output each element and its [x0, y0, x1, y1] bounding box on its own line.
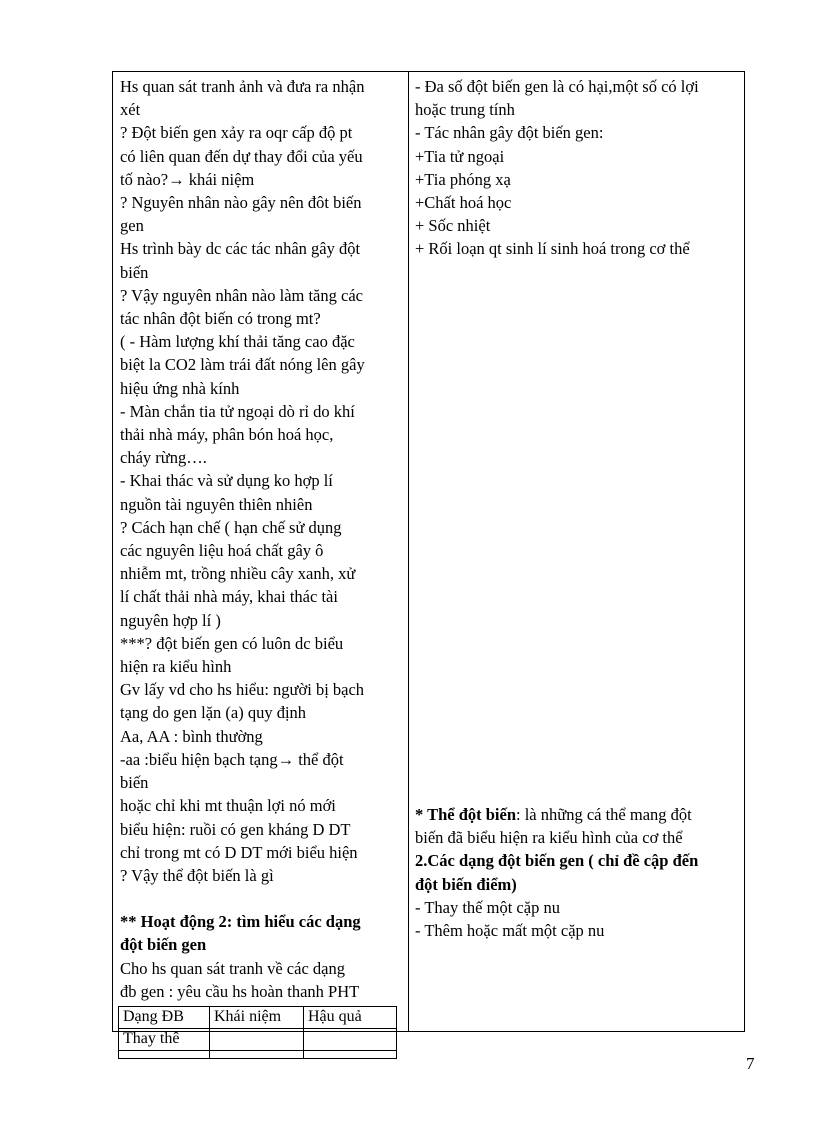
right-line: - Tác nhân gây đột biến gen:	[415, 123, 604, 143]
left-line: - Khai thác và sử dụng ko hợp lí	[120, 471, 333, 491]
page-number: 7	[746, 1054, 755, 1073]
right-line: + Sốc nhiệt	[415, 216, 491, 236]
pht-header-cell: Dạng ĐB	[119, 1006, 210, 1028]
left-line: tác nhân đột biến có trong mt?	[120, 309, 321, 329]
right-line: +Tia phóng xạ	[415, 169, 511, 189]
left-line: biến	[120, 773, 149, 793]
pht-cell	[210, 1050, 304, 1058]
left-line: - Màn chắn tia tử ngoại dò rỉ do khí	[120, 401, 355, 421]
lesson-table	[112, 71, 745, 1048]
pht-cell	[304, 1050, 397, 1058]
right-line: - Đa số đột biến gen là có hại,một số có lợi	[415, 77, 699, 96]
activity-line: Cho hs quan sát tranh về các dạng	[120, 958, 345, 978]
left-line: ? Nguyên nhân nào gây nên đôt biến	[120, 193, 362, 213]
left-line: Aa, AA : bình thường	[120, 726, 263, 746]
activity-heading-line: ** Hoạt động 2: tìm hiểu các dạng	[120, 912, 361, 932]
right-bottom-section	[415, 803, 740, 942]
left-line: có liên quan đến dự thay đổi của yếu	[120, 146, 363, 166]
left-line: lí chất thải nhà máy, khai thác tài	[120, 587, 338, 607]
left-line: biệt la CO2 làm trái đất nóng lên gây	[120, 355, 365, 375]
left-line: nguyên hợp lí )	[120, 610, 221, 630]
left-line: nguồn tài nguyên thiên nhiên	[120, 494, 313, 514]
left-line: Hs quan sát tranh ảnh và đưa ra nhận	[120, 77, 365, 96]
right-line: hoặc trung tính	[415, 100, 515, 120]
left-line: ? Đột biến gen xảy ra oqr cấp độ pt	[120, 123, 353, 143]
pht-cell	[119, 1050, 210, 1058]
left-line: gen	[120, 216, 144, 236]
mutation-type: - Thay thế một cặp nu	[415, 897, 560, 917]
pht-header-row	[119, 1006, 397, 1028]
right-lines	[415, 75, 740, 261]
definition-text: : là những cá thể mang đột	[516, 805, 692, 824]
spacer	[120, 887, 402, 910]
left-line: Hs trình bày dc các tác nhân gây đột	[120, 239, 361, 259]
left-line: tạng do gen lặn (a) quy định	[120, 703, 307, 723]
left-line: chỉ trong mt có D DT mới biểu hiện	[120, 842, 358, 862]
left-line: xét	[120, 100, 141, 120]
left-line: ***? đột biến gen có luôn dc biểu	[120, 633, 344, 653]
left-line: hiệu ứng nhà kính	[120, 378, 240, 398]
definition-line-2: biến đã biểu hiện ra kiểu hình của cơ thể	[415, 828, 683, 848]
pht-header-cell: Hậu quả	[304, 1006, 397, 1028]
left-line: thải nhà máy, phân bón hoá học,	[120, 425, 334, 445]
section-heading-line: đột biến điểm)	[415, 874, 517, 894]
pht-row	[119, 1028, 397, 1050]
definition-term: * Thể đột biến	[415, 805, 517, 824]
content-column	[409, 72, 744, 1031]
activity-line: đb gen : yêu cầu hs hoàn thanh PHT	[120, 981, 360, 1001]
pht-header-cell: Khái niệm	[210, 1006, 304, 1028]
right-line: +Chất hoá học	[415, 193, 512, 213]
left-line: ? Vậy thể đột biến là gì	[120, 865, 274, 885]
pht-cell: Thay thê	[119, 1028, 210, 1050]
left-line: hoặc chỉ khi mt thuận lợi nó mới	[120, 796, 336, 816]
left-line: ? Cách hạn chế ( hạn chế sử dụng	[120, 517, 342, 537]
left-lines	[120, 75, 402, 887]
mutation-type: - Thêm hoặc mất một cặp nu	[415, 921, 605, 941]
left-line: các nguyên liệu hoá chất gây ô	[120, 541, 324, 561]
section-heading-line: 2.Các dạng đột biến gen ( chỉ đề cập đến	[415, 851, 699, 871]
left-line: ? Vậy nguyên nhân nào làm tăng các	[120, 285, 363, 305]
activity-heading-line: đột biến gen	[120, 935, 207, 955]
left-line: -aa :biểu hiện bạch tạng→ thể đột	[120, 749, 344, 769]
pht-cell	[210, 1028, 304, 1050]
left-line: biến	[120, 262, 149, 282]
left-line: hiện ra kiểu hình	[120, 657, 232, 677]
right-line: +Tia tử ngoại	[415, 146, 505, 166]
left-line: biểu hiện: ruồi có gen kháng D DT	[120, 819, 351, 839]
left-line: nhiễm mt, trồng nhiều cây xanh, xử	[120, 564, 356, 584]
pht-cell	[304, 1028, 397, 1050]
left-line: cháy rừng….	[120, 448, 207, 468]
pht-blank-row	[119, 1050, 397, 1058]
pht-table	[118, 1006, 397, 1059]
left-line: Gv lấy vd cho hs hiểu: người bị bạch	[120, 680, 365, 700]
left-line: ( - Hàm lượng khí thải tăng cao đặc	[120, 332, 355, 352]
definition-line	[415, 803, 740, 826]
right-line: + Rối loạn qt sinh lí sinh hoá trong cơ thể	[415, 239, 690, 259]
left-line: tố nào?→ khái niệm	[120, 169, 255, 189]
activity-2-heading	[120, 910, 402, 956]
teacher-student-activity-column	[113, 72, 409, 1048]
